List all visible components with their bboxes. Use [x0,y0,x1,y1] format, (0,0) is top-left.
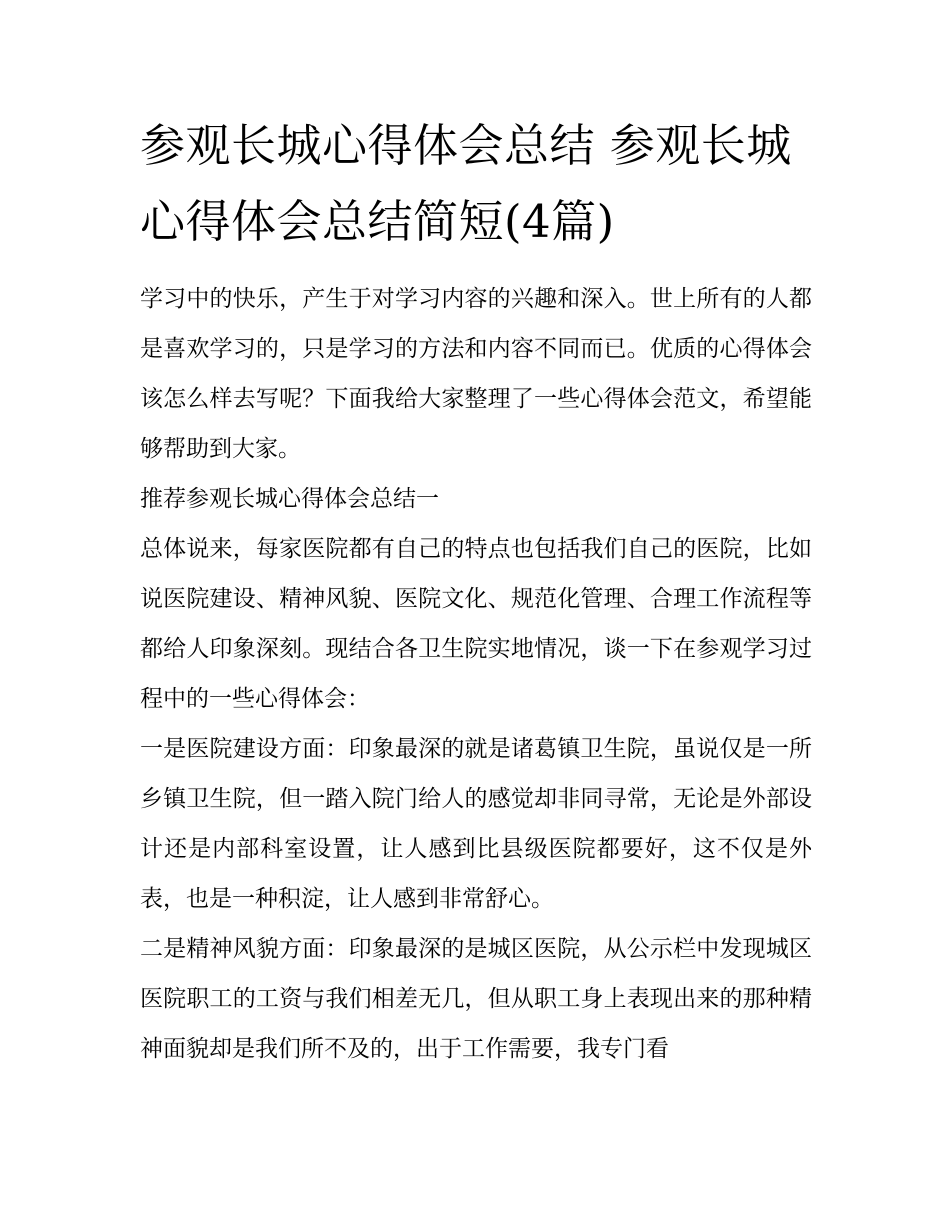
document-body [140,108,812,1074]
section-heading: 推荐参观长城心得体会总结一 [140,486,439,512]
body-paragraph-overview: 总体说来，每家医院都有自己的特点也包括我们自己的医院，比如说医院建设、精神风貌、医院文化、规范化管理、合理工作流程等都给人印象深刻。现结合各卫生院实地情况，谈一下在参观学习过程中的一些心得体会： [140,536,812,712]
body-paragraph-spirit: 二是精神风貌方面：印象最深的是城区医院，从公示栏中发现城区医院职工的工资与我们相差无几，但从职工身上表现出来的那种精神面貌却是我们所不及的，出于工作需要，我专门看 [140,936,812,1062]
body-paragraph-hospital-construction: 一是医院建设方面：印象最深的就是诸葛镇卫生院，虽说仅是一所乡镇卫生院，但一踏入院门给人的感觉却非同寻常，无论是外部设计还是内部科室设置，让人感到比县级医院都要好，这不仅是外表，也是一种积淀，让人感到非常舒心。 [140,736,812,912]
document-title: 参观长城心得体会总结 参观长城心得体会总结简短(4篇) [140,119,792,248]
intro-paragraph: 学习中的快乐，产生于对学习内容的兴趣和深入。世上所有的人都是喜欢学习的，只是学习的方法和内容不同而已。优质的心得体会该怎么样去写呢？下面我给大家整理了一些心得体会范文，希望能够帮助到大家。 [140,286,812,462]
